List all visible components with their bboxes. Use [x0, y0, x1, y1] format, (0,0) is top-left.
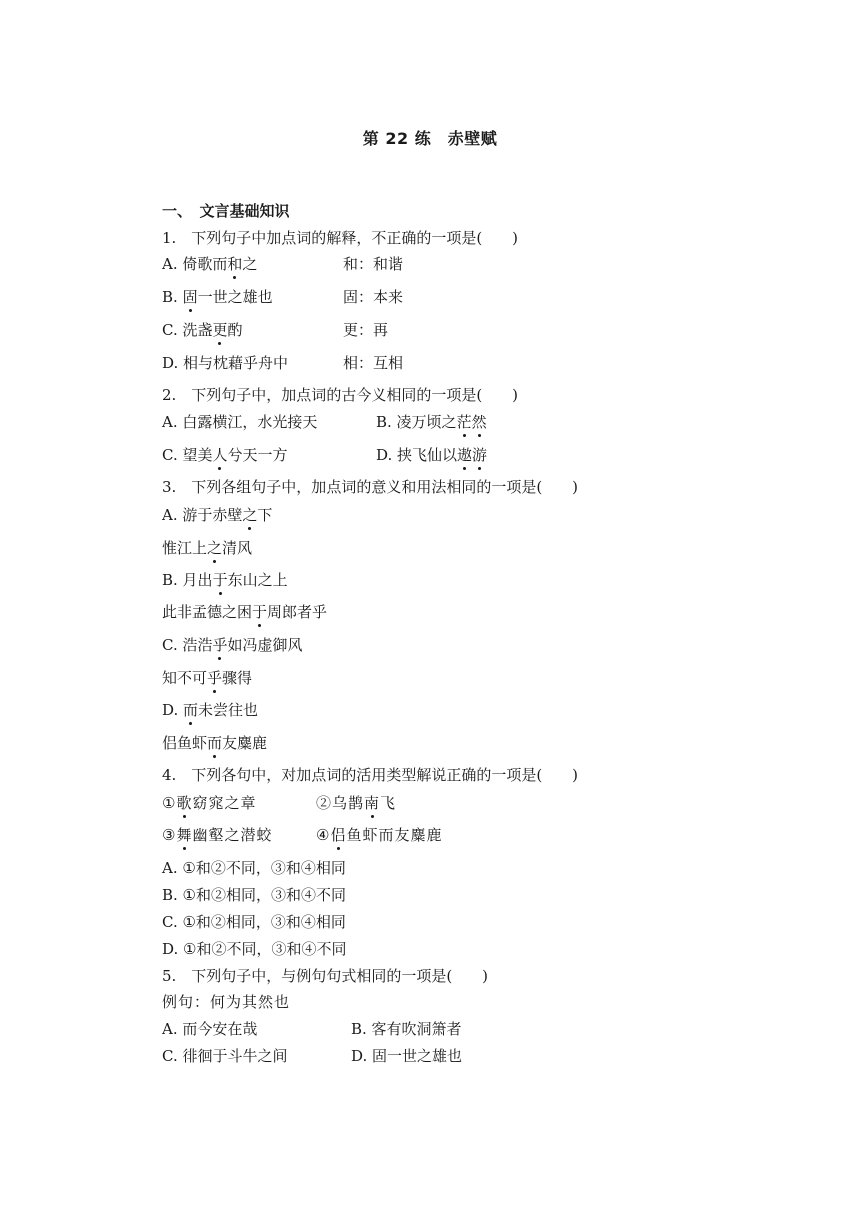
q1-option-c	[162, 320, 722, 340]
option-text: D.	[162, 701, 184, 719]
q4-item-4	[316, 825, 442, 845]
option-text: B.	[162, 288, 183, 306]
q4-items-row2	[162, 825, 722, 845]
option-text: 骤得	[222, 669, 253, 687]
q1-b-meaning: 固：本来	[343, 288, 404, 306]
page-title: 第 22 练 赤壁赋	[362, 129, 498, 148]
option-text: 鱼虾而友麋鹿	[346, 826, 443, 844]
option-text: 如冯虚御风	[227, 636, 303, 654]
option-text: B. 凌万顷之	[376, 413, 457, 431]
option-text: 窈窕之章	[192, 794, 257, 812]
q5-row-ab	[162, 1019, 722, 1039]
q4-option-c: C. ①和②相同，③和④相同	[162, 913, 346, 931]
dotted-char: 然	[471, 413, 487, 431]
dotted-char: 而	[183, 701, 199, 719]
option-text: B. 月出	[162, 571, 213, 589]
option-text: 周郎者乎	[267, 603, 328, 621]
q1-d-meaning: 相：互相	[343, 354, 404, 372]
dotted-char: 舞	[176, 826, 193, 844]
q3-option-b2	[162, 602, 327, 622]
q5-stem: 5. 下列句子中，与例句句式相同的一项是( )	[162, 967, 489, 985]
option-text: 之	[242, 255, 258, 273]
dotted-char: 茫	[456, 413, 472, 431]
q1-c-meaning: 更：再	[343, 321, 389, 339]
q2-option-a: A. 白露横江，水光接天	[162, 413, 318, 431]
option-text: 惟江上	[162, 539, 208, 557]
q5-option-c: C. 徘徊于斗牛之间	[162, 1047, 288, 1065]
q5-option-a: A. 而今安在哉	[162, 1020, 258, 1038]
q3-option-c2	[162, 668, 252, 688]
dotted-char: 南	[364, 794, 381, 812]
q1-option-d	[162, 353, 722, 373]
q4-stem: 4. 下列各句中，对加点词的活用类型解说正确的一项是( )	[162, 766, 579, 784]
q2-row-cd	[162, 445, 722, 465]
option-text: 东山之上	[227, 571, 288, 589]
dotted-char: 侣	[330, 826, 347, 844]
q4-item-2	[316, 793, 396, 813]
dotted-char: 更	[212, 321, 228, 339]
dotted-char: 于	[252, 603, 268, 621]
q1-option-a	[162, 254, 722, 274]
q3-option-a1	[162, 505, 272, 525]
option-text: ②乌鹊	[316, 794, 365, 812]
option-text: C. 望美	[162, 446, 213, 464]
q1-a-meaning: 和：和谐	[343, 255, 404, 273]
q1-option-b	[162, 287, 722, 307]
q2-option-b	[376, 412, 487, 432]
q4-item-3	[162, 826, 272, 844]
q3-stem: 3. 下列各组句子中，加点词的意义和用法相同的一项是( )	[162, 478, 579, 496]
dotted-char: 和	[227, 255, 243, 273]
q3-option-d1	[162, 700, 258, 720]
option-text: ③	[162, 826, 177, 844]
option-text: C. 浩浩	[162, 636, 213, 654]
dotted-char: 遨	[457, 446, 473, 464]
dotted-char: 之	[242, 506, 258, 524]
q5-example: 例句：何为其然也	[162, 993, 291, 1011]
option-text: A. 游于赤壁	[162, 506, 243, 524]
dotted-char: 之	[207, 539, 223, 557]
q5-option-b: B. 客有吹洞箫者	[351, 1020, 462, 1038]
q4-item-1	[162, 794, 256, 812]
option-text: D. 挟飞仙以	[376, 446, 458, 464]
q2-row-ab	[162, 412, 722, 432]
dotted-char: 游	[472, 446, 488, 464]
q5-row-cd	[162, 1046, 722, 1066]
dotted-char: 而	[207, 734, 223, 752]
section-heading: 一、 文言基础知识	[162, 202, 290, 220]
option-text: ④	[316, 826, 331, 844]
option-text: D. 相与枕藉乎舟中	[162, 354, 289, 372]
q3-option-b1	[162, 570, 288, 590]
dotted-char: 固	[182, 288, 198, 306]
q3-option-a2	[162, 538, 252, 558]
q4-option-b: B. ①和②相同，③和④不同	[162, 886, 347, 904]
option-text: 侣鱼虾	[162, 734, 208, 752]
option-text: 此非孟德之困	[162, 603, 253, 621]
q5-option-d: D. 固一世之雄也	[351, 1047, 463, 1065]
q3-option-c1	[162, 635, 303, 655]
q4-option-a: A. ①和②不同，③和④相同	[162, 859, 346, 877]
option-text: 飞	[380, 794, 397, 812]
q3-option-d2	[162, 733, 267, 753]
option-text: 酌	[227, 321, 243, 339]
q2-option-d	[376, 445, 487, 465]
q2-stem: 2. 下列句子中，加点词的古今义相同的一项是( )	[162, 386, 519, 404]
dotted-char: 人	[212, 446, 228, 464]
q4-option-d: D. ①和②不同，③和④不同	[162, 940, 347, 958]
q4-items-row1	[162, 793, 722, 813]
option-text: 兮天一方	[227, 446, 288, 464]
option-text: ①	[162, 794, 177, 812]
dotted-char: 于	[212, 571, 228, 589]
option-text: 下	[257, 506, 273, 524]
option-text: 未尝往也	[198, 701, 259, 719]
option-text: A. 倚歌而	[162, 255, 228, 273]
option-text: 友麋鹿	[222, 734, 268, 752]
option-text: C. 洗盏	[162, 321, 213, 339]
option-text: 清风	[222, 539, 253, 557]
dotted-char: 乎	[207, 669, 223, 687]
dotted-char: 歌	[176, 794, 193, 812]
option-text: 幽壑之潜蛟	[192, 826, 273, 844]
q1-stem: 1. 下列句子中加点词的解释，不正确的一项是( )	[162, 229, 519, 247]
option-text: 一世之雄也	[197, 288, 273, 306]
option-text: 知不可	[162, 669, 208, 687]
q2-option-c	[162, 446, 288, 464]
dotted-char: 乎	[212, 636, 228, 654]
